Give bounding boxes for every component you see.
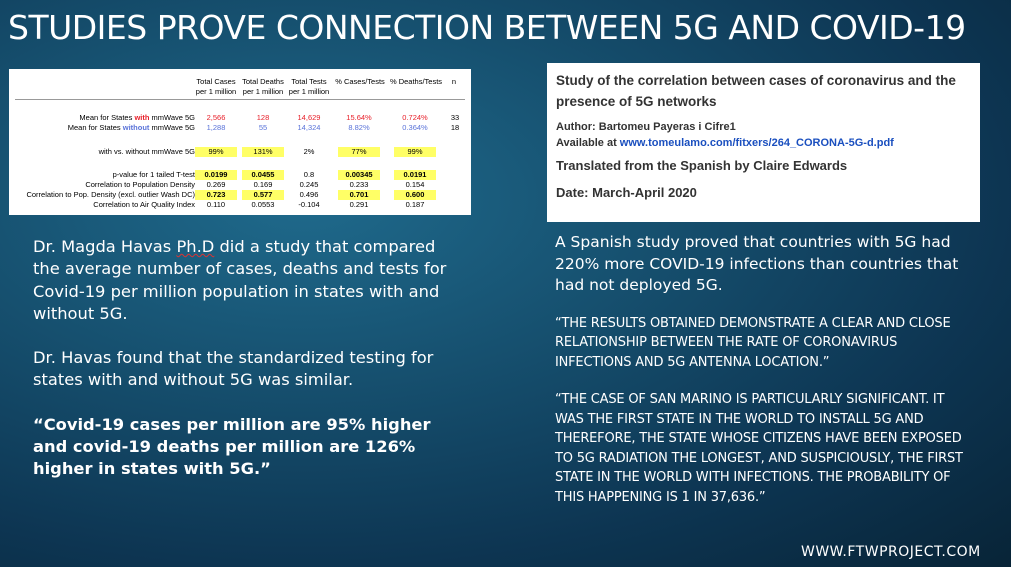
website-footer: WWW.FTWPROJECT.COM: [801, 544, 981, 560]
study-citation-card: [547, 63, 980, 222]
left-body-text: [33, 236, 463, 503]
table-row-ratio: with vs. without mmWave 5G 99% 131% 2% 77% 99%: [9, 147, 471, 157]
col-header-deaths-tests: % Deaths/Tests: [389, 77, 443, 86]
col-header-total-deaths: Total Deaths per 1 million: [242, 77, 284, 96]
table-row-without-5g: Mean for States without mmWave 5G 1,288 55 14,324 8.82% 0.364% 18: [67, 123, 460, 132]
spanish-study-quote-1: “THE RESULTS OBTAINED DEMONSTRATE A CLEAR AND CLOSE RELATIONSHIP BETWEEN THE RATE OF CORONAVIRUS INFECTIONS AND 5G ANTENNA LOCATION.”: [555, 315, 951, 370]
col-header-n: n: [451, 77, 457, 86]
study-available: Available at www.tomeulamo.com/fitxers/264_CORONA-5G-d.pdf: [556, 137, 894, 149]
study-translated: Translated from the Spanish by Claire Edwards: [556, 158, 848, 173]
havas-quote: “Covid-19 cases per million are 95% higher and covid-19 deaths per million are 126% higher in states with 5G.”: [33, 414, 431, 479]
study-author: Author: Bartomeu Payeras i Cifre1: [556, 121, 736, 133]
table-row-corr-density: Correlation to Population Density 0.269 0.169 0.245 0.233 0.154: [85, 180, 425, 189]
table-row-corr-density-excl: Correlation to Pop. Density (excl. outlier Wash DC) 0.723 0.577 0.496 0.701 0.600: [9, 190, 471, 200]
col-header-cases-tests: % Cases/Tests: [335, 77, 385, 86]
study-title: Study of the correlation between cases of coronavirus and the presence of 5G networks: [556, 73, 956, 109]
table-row-with-5g: Mean for States with mmWave 5G 2,566 128 14,629 15.64% 0.724% 33: [79, 113, 460, 122]
havas-paragraph-1: Dr. Magda Havas Ph.D did a study that compared the average number of cases, deaths and tests for Covid-19 per million population in states with and without 5G.: [33, 237, 447, 323]
slide-title: STUDIES PROVE CONNECTION BETWEEN 5G AND COVID-19: [8, 8, 966, 47]
col-header-total-cases: Total Cases per 1 million: [195, 77, 237, 96]
col-header-total-tests: Total Tests per 1 million: [288, 77, 330, 96]
right-body-text: [555, 232, 975, 525]
study-link[interactable]: www.tomeulamo.com/fitxers/264_CORONA-5G-d.pdf: [619, 137, 894, 149]
spanish-study-quote-2: “THE CASE OF SAN MARINO IS PARTICULARLY SIGNIFICANT. IT WAS THE FIRST STATE IN THE WORLD TO INSTALL 5G AND THEREFORE, THE STATE WHOSE CITIZENS HAVE BEEN EXPOSED TO 5G RADIATION THE LONGEST, AND SUSPICIOUSLY, THE FIRST STATE IN THE WORLD WITH INFECTIONS. THE PROBABILITY OF THIS HAPPENING IS 1 IN 37,636.”: [555, 392, 963, 505]
table-row-corr-air: Correlation to Air Quality Index 0.110 0.0553 -0.104 0.291 0.187: [93, 200, 425, 209]
data-table-image: [9, 69, 471, 215]
study-date: Date: March-April 2020: [556, 185, 697, 200]
table-rule: [15, 99, 465, 100]
havas-paragraph-2: Dr. Havas found that the standardized testing for states with and without 5G was similar.: [33, 348, 434, 390]
table-row-pvalue: p-value for 1 tailed T-test 0.0199 0.0455 0.8 0.00345 0.0191: [9, 170, 471, 180]
spanish-study-intro: A Spanish study proved that countries with 5G had 220% more COVID-19 infections than countries that had not deployed 5G.: [555, 233, 959, 294]
